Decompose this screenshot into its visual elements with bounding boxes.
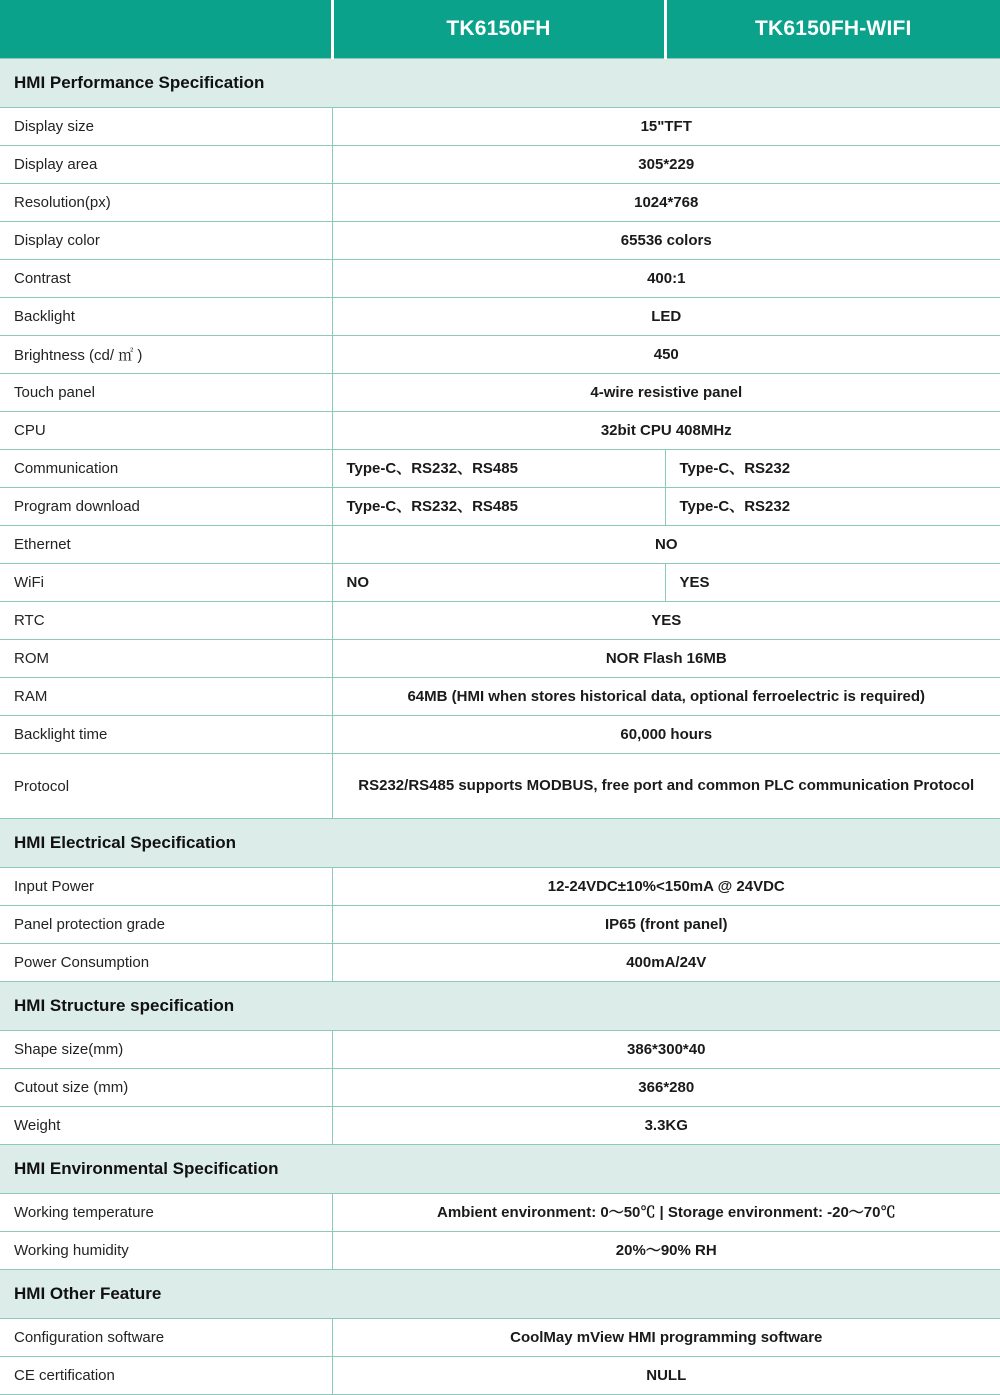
- spec-row: [0, 1107, 1000, 1145]
- spec-value: 20%～90% RH: [332, 1232, 1000, 1270]
- spec-value: Ambient environment: 0～50℃ | Storage environment: -20～70℃: [332, 1194, 1000, 1232]
- spec-value: 450: [332, 336, 1000, 374]
- spec-row: [0, 412, 1000, 450]
- spec-label: WiFi: [0, 564, 332, 602]
- spec-row: [0, 564, 1000, 602]
- spec-row: [0, 526, 1000, 564]
- spec-row: [0, 1194, 1000, 1232]
- spec-label: Power Consumption: [0, 944, 332, 982]
- header-model-tk6150fh: TK6150FH: [332, 0, 665, 59]
- spec-value: 1024*768: [332, 184, 1000, 222]
- spec-value-tk6150fh-wifi: Type-C、RS232: [665, 488, 1000, 526]
- spec-value: 366*280: [332, 1069, 1000, 1107]
- spec-label: Shape size(mm): [0, 1031, 332, 1069]
- spec-label: Cutout size (mm): [0, 1069, 332, 1107]
- spec-value: 32bit CPU 408MHz: [332, 412, 1000, 450]
- spec-label: Communication: [0, 450, 332, 488]
- spec-row: [0, 1319, 1000, 1357]
- spec-label: Configuration software: [0, 1319, 332, 1357]
- spec-label: CE certification: [0, 1357, 332, 1395]
- section-title: HMI Other Feature: [0, 1270, 1000, 1319]
- spec-label: Touch panel: [0, 374, 332, 412]
- spec-value: 65536 colors: [332, 222, 1000, 260]
- section-header-row: [0, 982, 1000, 1031]
- spec-label: Backlight: [0, 298, 332, 336]
- spec-value: LED: [332, 298, 1000, 336]
- spec-label: Working humidity: [0, 1232, 332, 1270]
- spec-label: Contrast: [0, 260, 332, 298]
- spec-value: NULL: [332, 1357, 1000, 1395]
- section-header-row: [0, 819, 1000, 868]
- section-header-row: [0, 1145, 1000, 1194]
- section-title: HMI Performance Specification: [0, 59, 1000, 108]
- spec-label: Program download: [0, 488, 332, 526]
- spec-row: [0, 640, 1000, 678]
- spec-label: Ethernet: [0, 526, 332, 564]
- spec-label: Input Power: [0, 868, 332, 906]
- spec-row: [0, 488, 1000, 526]
- spec-row: [0, 1031, 1000, 1069]
- spec-label: RTC: [0, 602, 332, 640]
- spec-value: CoolMay mView HMI programming software: [332, 1319, 1000, 1357]
- spec-value: 305*229: [332, 146, 1000, 184]
- spec-value: 3.3KG: [332, 1107, 1000, 1145]
- spec-row: [0, 678, 1000, 716]
- spec-label: Working temperature: [0, 1194, 332, 1232]
- spec-row: [0, 868, 1000, 906]
- spec-row: [0, 222, 1000, 260]
- spec-row: [0, 754, 1000, 819]
- spec-value-tk6150fh: NO: [332, 564, 665, 602]
- spec-row: [0, 184, 1000, 222]
- spec-label: RAM: [0, 678, 332, 716]
- header-blank-cell: [0, 0, 332, 59]
- spec-row: [0, 944, 1000, 982]
- spec-value-tk6150fh: Type-C、RS232、RS485: [332, 488, 665, 526]
- spec-value-tk6150fh: Type-C、RS232、RS485: [332, 450, 665, 488]
- spec-row: [0, 298, 1000, 336]
- spec-row: [0, 336, 1000, 374]
- spec-row: [0, 450, 1000, 488]
- spec-label: CPU: [0, 412, 332, 450]
- spec-label: Backlight time: [0, 716, 332, 754]
- spec-value: YES: [332, 602, 1000, 640]
- spec-row: [0, 374, 1000, 412]
- section-title: HMI Electrical Specification: [0, 819, 1000, 868]
- spec-row: [0, 906, 1000, 944]
- spec-row: [0, 716, 1000, 754]
- spec-value: 12-24VDC±10%<150mA @ 24VDC: [332, 868, 1000, 906]
- spec-row: [0, 1357, 1000, 1395]
- spec-row: [0, 1069, 1000, 1107]
- spec-value: 60,000 hours: [332, 716, 1000, 754]
- spec-label: ROM: [0, 640, 332, 678]
- table-header-row: [0, 0, 1000, 59]
- spec-label: Display color: [0, 222, 332, 260]
- spec-row: [0, 1232, 1000, 1270]
- spec-row: [0, 602, 1000, 640]
- spec-label: Display size: [0, 108, 332, 146]
- spec-row: [0, 260, 1000, 298]
- spec-value-tk6150fh-wifi: YES: [665, 564, 1000, 602]
- section-header-row: [0, 1270, 1000, 1319]
- spec-label: Brightness (cd/ ㎡ ): [0, 336, 332, 374]
- spec-value: NO: [332, 526, 1000, 564]
- spec-value: 400mA/24V: [332, 944, 1000, 982]
- spec-label: Weight: [0, 1107, 332, 1145]
- spec-value: NOR Flash 16MB: [332, 640, 1000, 678]
- section-header-row: [0, 59, 1000, 108]
- spec-label: Protocol: [0, 754, 332, 819]
- section-title: HMI Environmental Specification: [0, 1145, 1000, 1194]
- spec-value: 15"TFT: [332, 108, 1000, 146]
- spec-label: Display area: [0, 146, 332, 184]
- spec-value-tk6150fh-wifi: Type-C、RS232: [665, 450, 1000, 488]
- spec-value: IP65 (front panel): [332, 906, 1000, 944]
- spec-row: [0, 108, 1000, 146]
- spec-value: 64MB (HMI when stores historical data, optional ferroelectric is required): [332, 678, 1000, 716]
- section-title: HMI Structure specification: [0, 982, 1000, 1031]
- spec-row: [0, 146, 1000, 184]
- spec-value: 400:1: [332, 260, 1000, 298]
- spec-value: 4-wire resistive panel: [332, 374, 1000, 412]
- spec-label: Panel protection grade: [0, 906, 332, 944]
- spec-value: RS232/RS485 supports MODBUS, free port and common PLC communication Protocol: [332, 754, 1000, 819]
- spec-value: 386*300*40: [332, 1031, 1000, 1069]
- header-model-tk6150fh-wifi: TK6150FH-WIFI: [665, 0, 1000, 59]
- spec-label: Resolution(px): [0, 184, 332, 222]
